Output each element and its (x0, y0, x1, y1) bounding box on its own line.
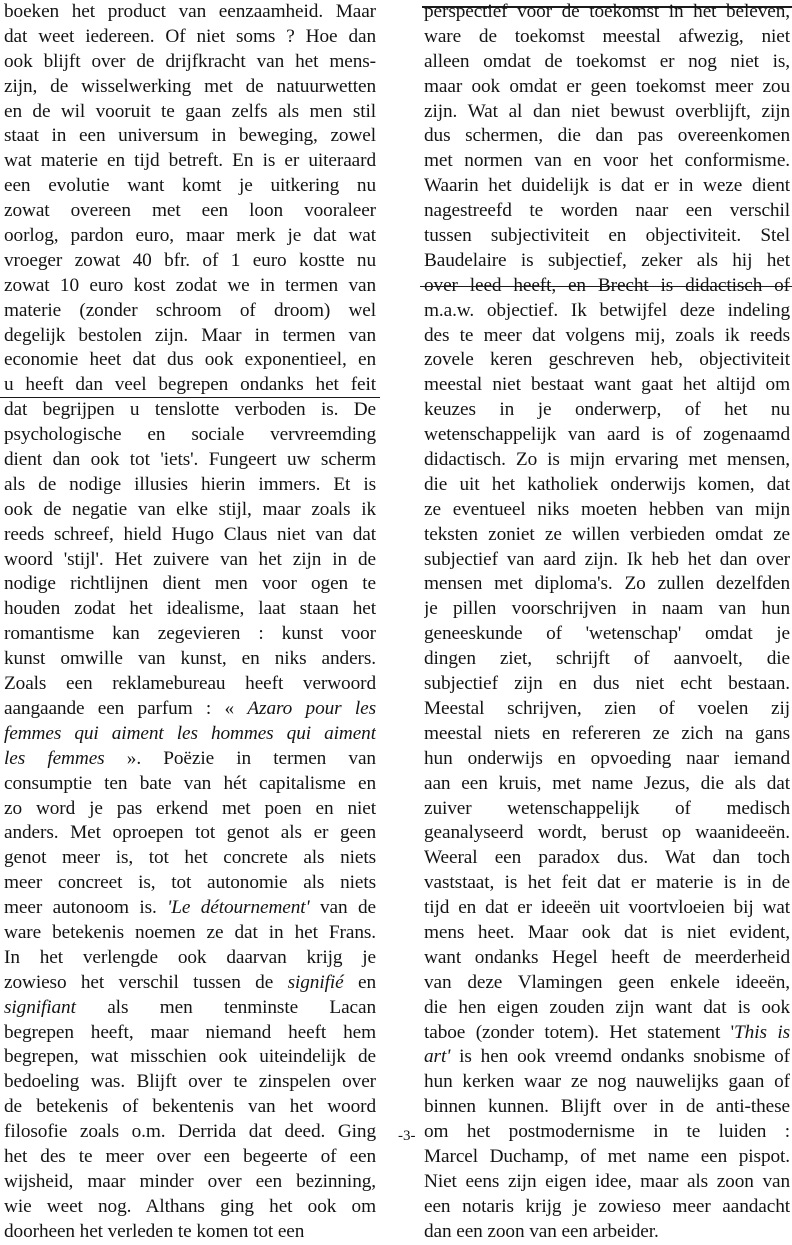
italic-quote: les femmes (4, 747, 105, 769)
text-line: meestal niet bestaat want gaat het altijd om (424, 374, 790, 396)
italic-quote: This is (734, 1021, 790, 1043)
text-line: over leed heeft, en Brecht is didactisch of (424, 274, 790, 296)
text-line: een evolutie want komt je uitkering nu (4, 175, 376, 197)
text-line: zowat 10 euro kost zodat we in termen van (4, 274, 376, 296)
text-line: aan een kruis, met name Jezus, die als dat (424, 772, 790, 794)
italic-term: signifiant (4, 996, 76, 1018)
italic-term: signifié (287, 971, 344, 993)
text-line: want ondanks Hegel heeft de meerderheid (424, 946, 790, 968)
text-line: genot meer is, tot het concrete als niets (4, 847, 376, 869)
text-line: doorheen het verleden te komen tot een (4, 1220, 305, 1242)
text-line: houden zodat het idealisme, laat staan het (4, 598, 376, 620)
text-line: meer concreet is, tot autonomie als niets (4, 872, 376, 894)
text-line: wat materie en tijd betreft. En is er uiteraard (4, 150, 376, 172)
text-line: maar ook omdat er geen toekomst meer zou (424, 75, 790, 97)
text-segment: taboe (zonder totem). Het statement ' (424, 1021, 735, 1043)
text-line: m.a.w. objectief. Ik betwijfel deze indeling (424, 299, 790, 321)
text-line: degelijk bestolen zijn. Maar in termen van (4, 324, 376, 346)
text-line: dus schermen, die dan pas overeenkomen (424, 125, 790, 147)
text-line: nagestreefd te worden naar een verschil (424, 200, 790, 222)
text-line: Weeral een paradox dus. Wat dan toch (424, 847, 790, 869)
text-line: consumptie ten bate van hét capitalisme en (4, 772, 376, 794)
text-line: wie weet nog. Althans ging het ook om (4, 1195, 376, 1217)
text-line: zo word je pas erkend met poen en niet (4, 797, 376, 819)
text-line: ware betekenis noemen ze dat in het Frans. (4, 921, 376, 943)
text-line: zijn. Wat al dan niet bewust overblijft, zijn (424, 100, 790, 122)
italic-term: 'Le détournement' (167, 897, 310, 919)
text-line: ook de negatie van elke stijl, maar zoals ik (4, 498, 376, 520)
text-line: geanalyseerd wordt, berust op waanideeën. (424, 822, 790, 844)
text-line: Niet eens zijn eigen idee, maar als zoon van (424, 1170, 790, 1192)
text-segment: en (343, 971, 376, 993)
text-segment: aangaande een parfum : « (4, 697, 248, 719)
text-line: teksten zoniet ze willen verbieden omdat ze (424, 523, 790, 545)
text-line: je pillen voorschrijven in naam van hun (424, 598, 790, 620)
text-line: de betekenis of bekentenis van het woord (4, 1096, 376, 1118)
text-line: dat weet iedereen. Of niet soms ? Hoe dan (4, 25, 376, 47)
text-line: boeken het product van eenzaamheid. Maar (4, 1, 376, 22)
text-line: Waarin het duidelijk is dat er in weze dient (424, 175, 790, 197)
text-line: zuiver wetenschappelijk of medisch (424, 797, 790, 819)
text-line: zowat overeen met een loon vooraleer (4, 200, 376, 222)
right-text-column (424, 0, 790, 1245)
text-line (4, 747, 376, 772)
text-line: begrepen, wat misschien ook uiteindelijk de (4, 1046, 376, 1068)
text-line: woord 'stijl'. Het zuivere van het zijn in de (4, 548, 376, 570)
text-line: ware de toekomst meestal afwezig, niet (424, 25, 790, 47)
text-line: geneeskunde of 'wetenschap' omdat je (424, 623, 790, 645)
text-line: In het verlengde ook daarvan krijg je (4, 946, 376, 968)
text-line: die uit het katholiek onderwijs komen, dat (424, 473, 790, 495)
text-line: subjectief van aard zijn. Ik heb het dan over (424, 548, 790, 570)
text-line (4, 697, 376, 722)
text-segment: zowieso het verschil tussen de (4, 971, 288, 993)
text-segment: van de (309, 897, 376, 919)
text-line: wijsheid, maar minder over een bezinning, (4, 1170, 376, 1192)
text-line: dient dan ook tot 'iets'. Fungeert uw scherm (4, 449, 376, 471)
right-paragraph (424, 0, 790, 1245)
text-line: kunst omwille van kunst, en niks anders. (4, 648, 376, 670)
text-line: bedoeling was. Blijft over te zinspelen over (4, 1071, 376, 1093)
text-line: een notaris krijg je zowieso meer aandacht (424, 1195, 790, 1217)
text-line: psychologische en sociale vervreemding (4, 424, 376, 446)
text-line: vroeger zowat 40 bfr. of 1 euro kostte nu (4, 249, 376, 271)
italic-quote: Azaro pour les (247, 697, 376, 719)
text-line: tijd en dat er ideeën uit voortvloeien bij wat (424, 897, 790, 919)
page-number: -3- (398, 1128, 416, 1144)
text-line (4, 722, 376, 747)
text-line: materie (zonder schroom of droom) wel (4, 299, 376, 321)
text-line: begrepen heeft, maar niemand heeft hem (4, 1021, 376, 1043)
text-line: dingen ziet, schrijft of aanvoelt, die (424, 648, 790, 670)
text-line: Zoals een reklamebureau heeft verwoord (4, 673, 376, 695)
text-line: Marcel Duchamp, of met name een pispot. (424, 1145, 790, 1167)
text-line: filosofie zoals o.m. Derrida dat deed. Ging (4, 1121, 376, 1143)
text-line: zijn, de wisselwerking met de natuurwetten (4, 75, 376, 97)
italic-quote: femmes qui aiment les hommes qui aiment (4, 722, 376, 744)
text-segment: meer autonoom is. (4, 897, 157, 919)
text-segment: als men tenminste Lacan (75, 996, 376, 1018)
text-line: wetenschappelijk van aard is of zogenaamd (424, 424, 790, 446)
text-line: hun kerken waar ze nog nauwelijks gaan of (424, 1071, 790, 1093)
text-line (4, 971, 376, 996)
italic-quote: art' (424, 1046, 451, 1068)
text-line: mensen met diploma's. Zo zullen dezelfden (424, 573, 790, 595)
text-line: Meestal schrijven, zien of voelen zij (424, 697, 790, 719)
text-line: perspectief voor de toekomst in het beleven, (424, 1, 790, 22)
text-line: die hen eigen zouden zijn want dat is ook (424, 996, 790, 1018)
text-line: subjectief zijn en dus niet echt bestaan. (424, 673, 790, 695)
text-line: mens heet. Maar ook dat is niet evident, (424, 921, 790, 943)
text-line: nodige richtlijnen dient men voor ogen te (4, 573, 376, 595)
text-line: en de wil vooruit te gaan zelfs als men stil (4, 100, 376, 122)
text-line (4, 996, 376, 1021)
text-line: ze eventueel niks moeten hebben van mijn (424, 498, 790, 520)
text-line: het des te meer over een begeerte of een (4, 1145, 376, 1167)
left-text-column (4, 0, 376, 1245)
text-line: meestal niets en refereren ze zich na gans (424, 722, 790, 744)
text-line: tussen subjectiviteit en objectiviteit. Stel (424, 225, 790, 247)
text-line: ook blijft over de drijfkracht van het mens- (4, 50, 376, 72)
text-line: als de nodige illusies hierin immers. Et is (4, 473, 376, 495)
text-line: dat begrijpen u tenslotte verboden is. De (4, 399, 376, 421)
text-line: dan een zoon van een arbeider. (424, 1220, 659, 1242)
text-line: met normen van en voor het conformisme. (424, 150, 790, 172)
text-line: romantisme kan zegevieren : kunst voor (4, 623, 376, 645)
left-paragraph (4, 0, 376, 1245)
text-line: economie heet dat dus ook exponentieel, en (4, 349, 376, 371)
text-line: u heeft dan veel begrepen ondanks het feit (4, 374, 376, 396)
text-line: didactisch. Zo is mijn ervaring met mensen, (424, 449, 790, 471)
text-line: staat in een universum in beweging, zowel (4, 125, 376, 147)
text-segment: is hen ook vreemd ondanks snobisme of (450, 1046, 790, 1068)
text-line: des te meer dat volgens mij, zoals ik reeds (424, 324, 790, 346)
text-line: hun onderwijs en opvoeding naar iemand (424, 747, 790, 769)
text-line: van deze Vlamingen geen enkele ideeën, (424, 971, 790, 993)
text-line: om het postmodernisme in te luiden : (424, 1121, 790, 1143)
text-line: binnen kunnen. Blijft over in de anti-these (424, 1096, 790, 1118)
text-line (424, 1045, 790, 1070)
text-line (4, 896, 376, 921)
text-segment: ». Poëzie in termen van (126, 747, 376, 769)
text-line: Baudelaire is subjectief, zeker als hij het (424, 249, 790, 271)
text-line: zovele keren geschreven heb, objectiviteit (424, 349, 790, 371)
text-line: vaststaat, is het feit dat er materie is in de (424, 872, 790, 894)
text-line: anders. Met oproepen tot genot als er geen (4, 822, 376, 844)
text-line: alleen omdat de toekomst er nog niet is, (424, 50, 790, 72)
text-line: keuzes in je onderwerp, of het nu (424, 399, 790, 421)
text-line: oorlog, pardon euro, maar merk je dat wat (4, 225, 376, 247)
text-line (424, 1021, 790, 1046)
text-line: reeds schreef, hield Hugo Claus niet van dat (4, 523, 376, 545)
